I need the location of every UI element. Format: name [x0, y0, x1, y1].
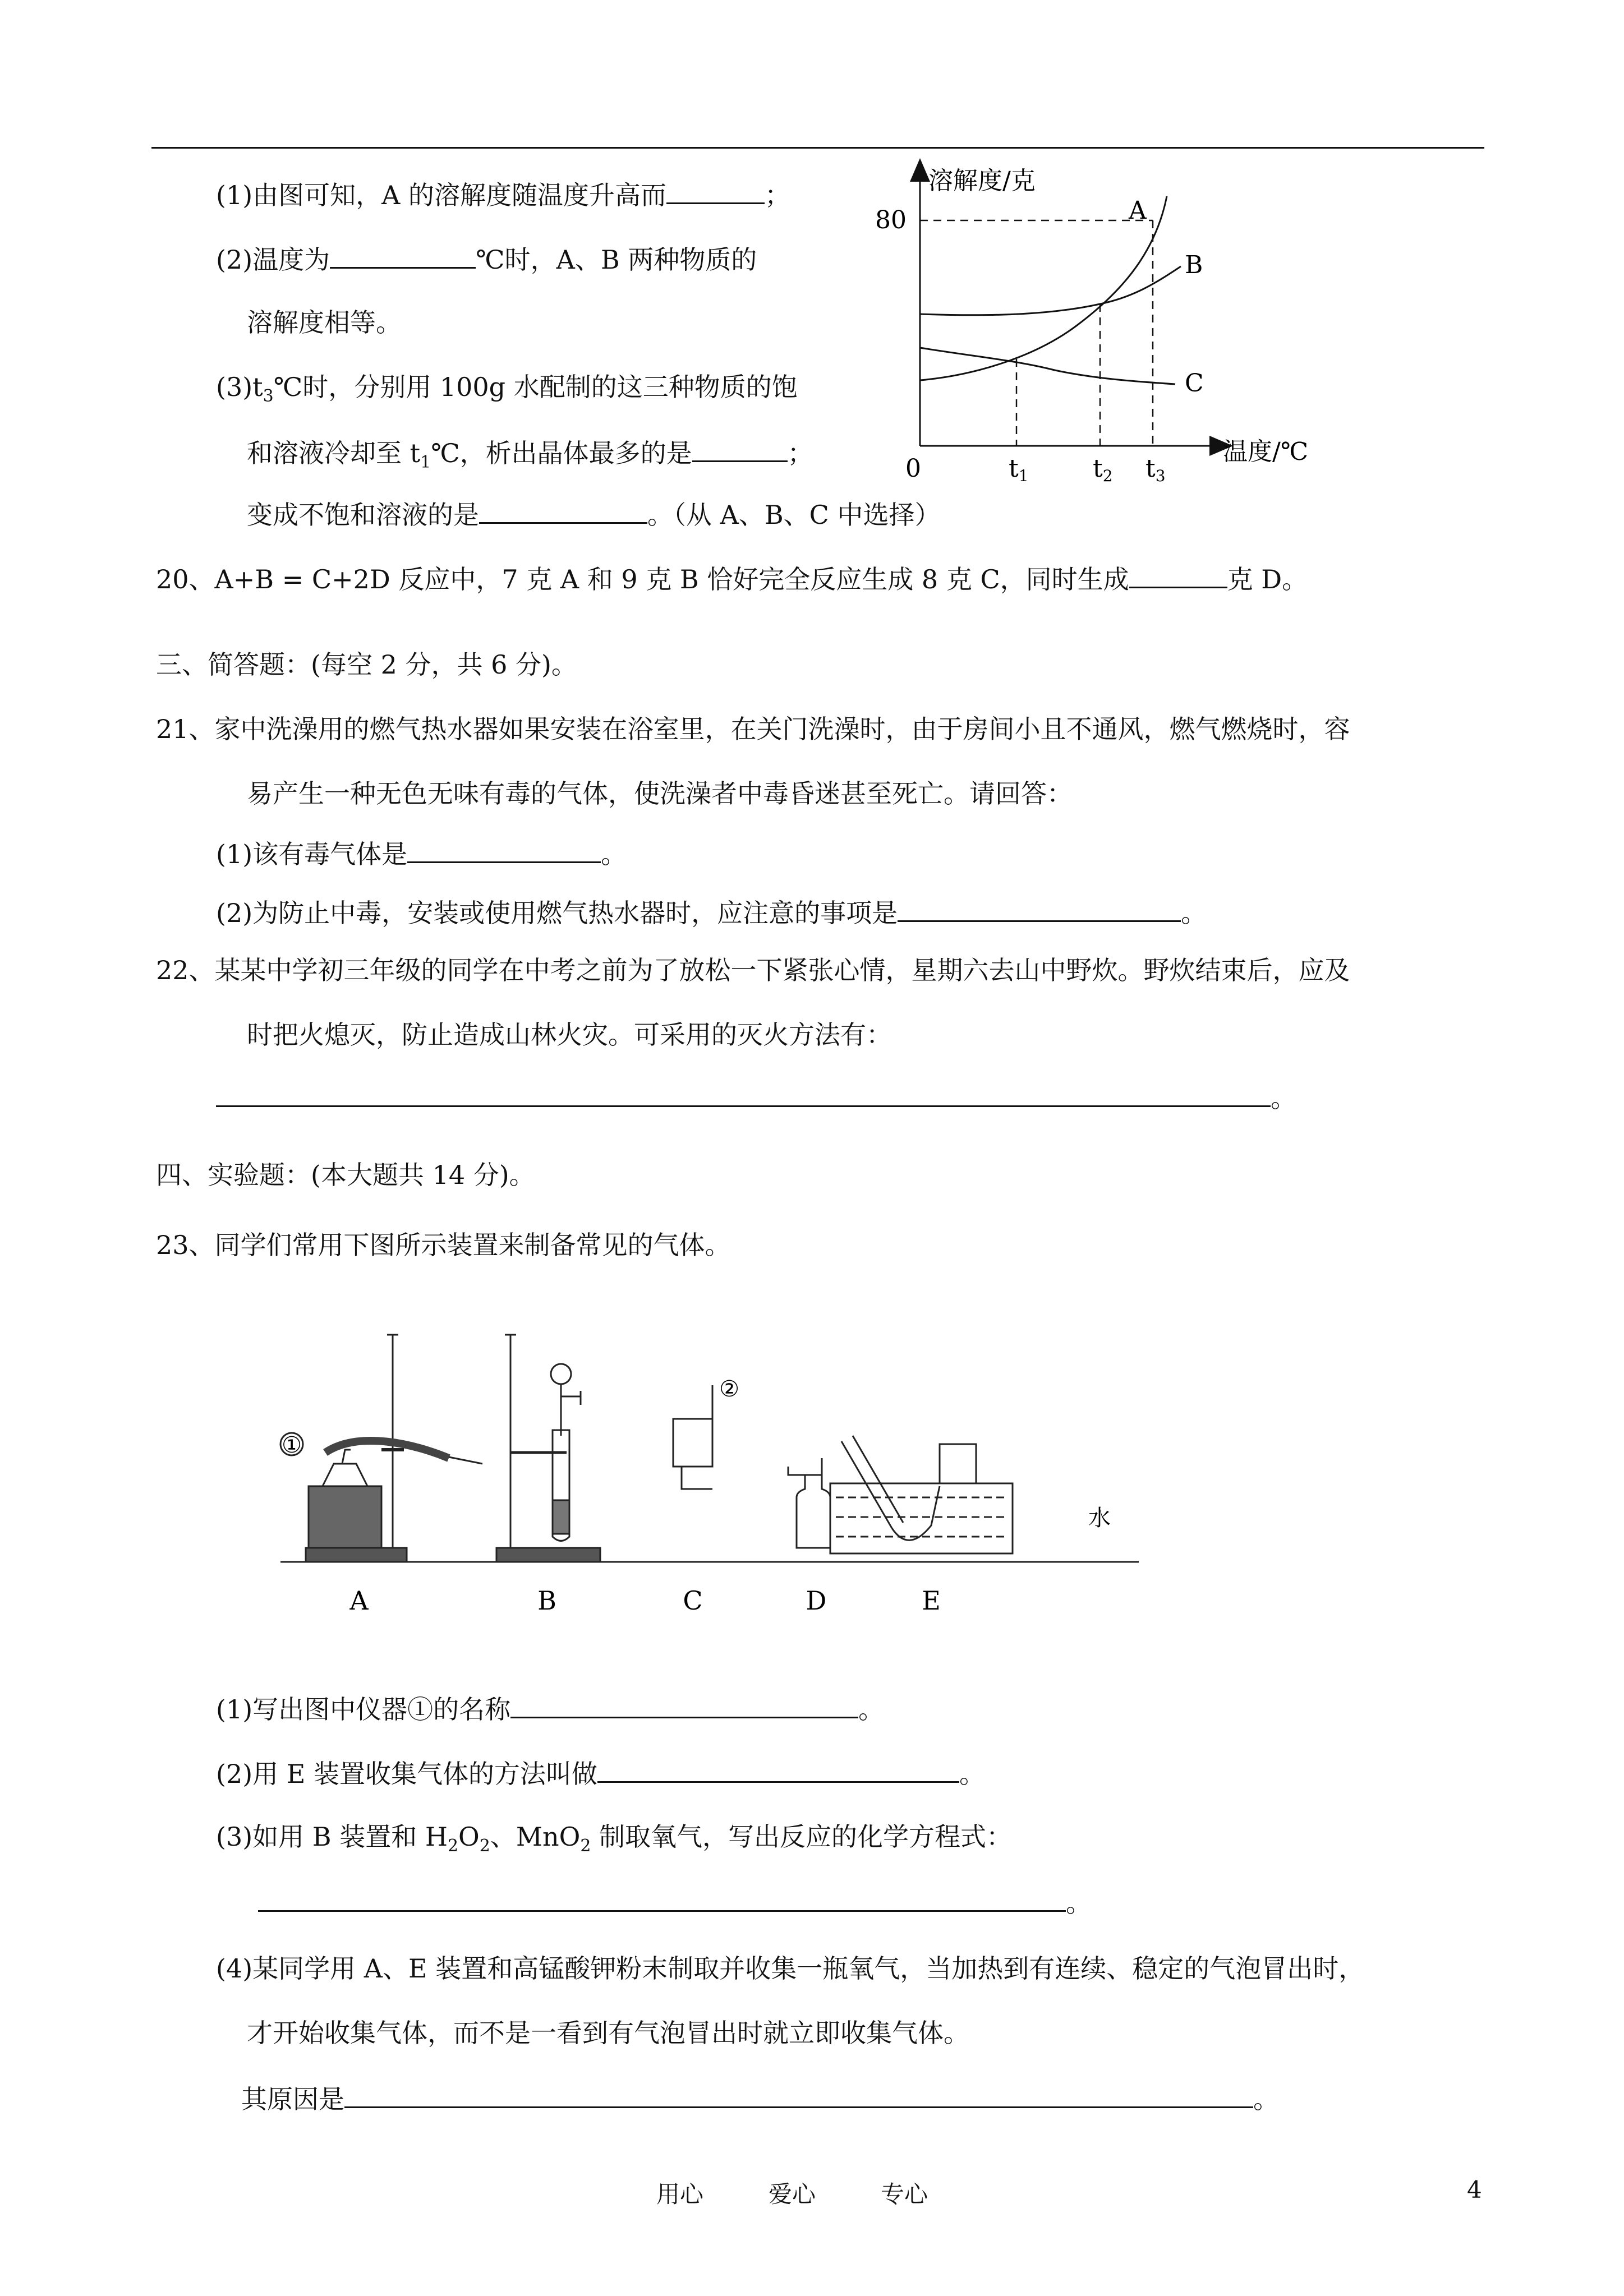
- answer-blank[interactable]: [258, 1884, 1066, 1912]
- q23-part3: [216, 1820, 1012, 1854]
- subscript: 2: [580, 1836, 591, 1856]
- q19-p1-text: (1)由图可知，A 的溶解度随温度升高而: [216, 180, 667, 210]
- q19-part1: [216, 177, 790, 212]
- q19-part3b: [247, 435, 813, 473]
- label-D: D: [806, 1585, 827, 1615]
- q23-p3-end: 。: [1066, 1888, 1092, 1918]
- label-B: B: [537, 1585, 556, 1615]
- q21-p1-text: (1)该有毒气体是: [216, 839, 408, 869]
- q23-p4-line2: 才开始收集气体，而不是一看到有气泡冒出时就立即收集气体。: [247, 2018, 969, 2048]
- answer-blank[interactable]: [692, 435, 788, 462]
- origin-label: 0: [905, 454, 921, 483]
- page-number: 4: [1467, 2176, 1482, 2203]
- q19-p2-continued: 溶解度相等。: [247, 307, 402, 338]
- q23-p3-text: (3)如用 B 装置和 H: [216, 1822, 448, 1852]
- header-rule: [151, 147, 1484, 149]
- x-tick-t3: t3: [1145, 454, 1166, 485]
- footer-right: 专心: [881, 2180, 928, 2208]
- subscript: 3: [263, 386, 274, 407]
- solubility-chart: [830, 157, 1324, 494]
- answer-blank[interactable]: [216, 1080, 1271, 1107]
- x-tick-t2: t2: [1093, 454, 1113, 485]
- q21-part2: [216, 895, 1207, 930]
- footer-left: 用心: [656, 2180, 704, 2208]
- q23-part2: [216, 1755, 985, 1791]
- label-A: A: [349, 1585, 369, 1615]
- q20: [156, 561, 1308, 596]
- q19-p3b-mid: ℃，析出晶体最多的是: [431, 438, 692, 468]
- answer-blank[interactable]: [597, 1755, 959, 1783]
- section-4-title: 四、实验题：(本大题共 14 分)。: [156, 1160, 535, 1190]
- q19-part3: [216, 370, 798, 407]
- q23-part1: [216, 1691, 884, 1726]
- y-tick-label: 80: [875, 206, 907, 234]
- q23-p3-text: 制取氧气，写出反应的化学方程式：: [591, 1822, 1013, 1852]
- answer-blank[interactable]: [510, 1691, 858, 1718]
- water-label: 水: [1088, 1505, 1111, 1531]
- answer-blank[interactable]: [344, 2081, 1253, 2108]
- q21-line2: 易产生一种无色无味有毒的气体，使洗澡者中毒昏迷甚至死亡。请回答：: [247, 778, 1073, 809]
- subscript: 2: [479, 1836, 490, 1856]
- footer-mid: 爱心: [769, 2180, 816, 2208]
- q23-p2-text: (2)用 E 装置收集气体的方法叫做: [216, 1759, 597, 1789]
- q19-p2-text: (2)温度为: [216, 245, 330, 275]
- q19-p3b-text: 和溶液冷却至 t: [247, 438, 421, 468]
- q20-end: 克 D。: [1227, 564, 1308, 594]
- q21-p1-end: 。: [601, 839, 627, 869]
- q21-p2-text: (2)为防止中毒，安装或使用燃气热水器时，应注意的事项是: [216, 898, 898, 928]
- series-label-A: A: [1129, 196, 1147, 225]
- curve-C: [920, 348, 1175, 384]
- q23-intro: 23、同学们常用下图所示装置来制备常见的气体。: [156, 1230, 731, 1260]
- q23-p4-reason: [241, 2081, 1279, 2116]
- q23-p1-text: (1)写出图中仪器①的名称: [216, 1694, 511, 1725]
- q23-p4-reason-end: 。: [1253, 2084, 1279, 2114]
- q23-p4-line1: (4)某同学用 A、E 装置和高锰酸钾粉末制取并收集一瓶氧气，当加热到有连续、稳定的气泡冒出时，: [216, 1953, 1365, 1984]
- subscript: 2: [447, 1836, 459, 1856]
- q23-p3-text: 、MnO: [490, 1822, 581, 1852]
- q21-p2-end: 。: [1181, 898, 1207, 928]
- x-axis-label: 温度/℃: [1223, 437, 1309, 466]
- q19-p3-text: (3)t: [216, 372, 263, 402]
- q19-p3c-end: 。（从 A、B、C 中选择）: [647, 500, 941, 530]
- marker-1: ①: [282, 1432, 302, 1458]
- q23-p3-text: O: [458, 1822, 480, 1852]
- curve-B: [920, 266, 1181, 315]
- q19-p3c-text: 变成不饱和溶液的是: [247, 500, 479, 530]
- q19-part3c: [247, 496, 940, 532]
- series-label-C: C: [1185, 369, 1204, 398]
- q22-end: 。: [1271, 1083, 1296, 1113]
- q20-text: 20、A+B = C+2D 反应中，7 克 A 和 9 克 B 恰好完全反应生成 8 克 C，同时生成: [156, 564, 1129, 594]
- answer-blank[interactable]: [407, 836, 601, 863]
- series-label-B: B: [1185, 251, 1203, 279]
- answer-blank[interactable]: [898, 895, 1181, 922]
- q19-p3-text2: ℃时，分别用 100g 水配制的这三种物质的饱: [273, 372, 798, 402]
- q23-p1-end: 。: [858, 1694, 885, 1725]
- section-3-title: 三、简答题：(每空 2 分，共 6 分)。: [156, 649, 577, 680]
- q23-p4-reason-text: 其原因是: [241, 2084, 344, 2114]
- q19-p1-end: ；: [765, 180, 791, 210]
- label-C: C: [683, 1585, 703, 1615]
- answer-blank[interactable]: [1129, 561, 1227, 588]
- q19-part2: [216, 241, 757, 276]
- q22-line2: 时把火熄灭，防止造成山林火灾。可采用的灭火方法有：: [247, 1020, 892, 1050]
- q23-p2-end: 。: [959, 1759, 985, 1789]
- answer-blank[interactable]: [330, 241, 476, 269]
- q22-answer-line: [216, 1080, 1296, 1115]
- answer-blank[interactable]: [666, 177, 765, 204]
- q21-line1: 21、家中洗澡用的燃气热水器如果安装在浴室里，在关门洗澡时，由于房间小且不通风，燃气燃烧时，容: [156, 714, 1350, 744]
- q21-part1: [216, 836, 627, 871]
- label-E: E: [922, 1585, 941, 1615]
- q23-part3-answer: [258, 1884, 1092, 1920]
- subscript: 1: [420, 453, 431, 473]
- y-axis-label: 溶解度/克: [928, 167, 1036, 195]
- q19-p3b-end: ；: [787, 438, 813, 468]
- q19-p2-end: ℃时，A、B 两种物质的: [476, 245, 757, 275]
- answer-blank[interactable]: [479, 496, 647, 524]
- x-tick-t1: t1: [1009, 454, 1029, 485]
- marker-2: ②: [719, 1376, 739, 1402]
- q22-line1: 22、某某中学初三年级的同学在中考之前为了放松一下紧张心情，星期六去山中野炊。野炊结束后，应及: [156, 955, 1350, 985]
- apparatus-figure: [269, 1324, 1144, 1615]
